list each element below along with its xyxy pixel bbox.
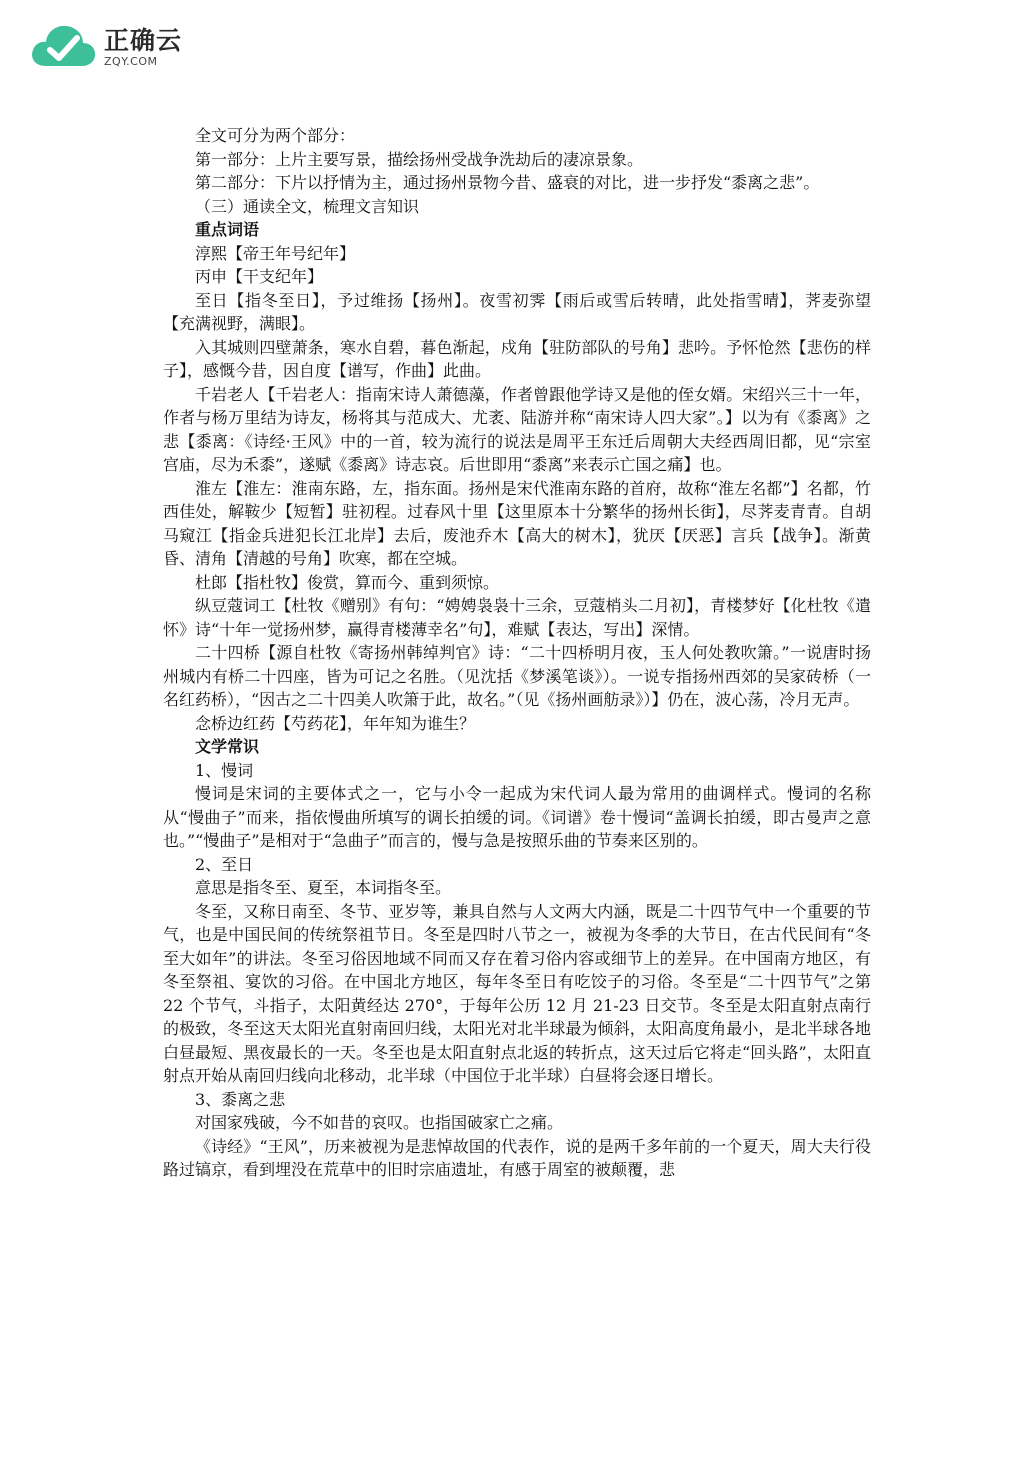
subheading: 3、黍离之悲	[195, 1089, 286, 1109]
paragraph: 淳熙【帝王年号纪年】	[195, 243, 356, 263]
cloud-check-logo-icon	[28, 20, 98, 74]
paragraph: 意思是指冬至、夏至，本词指冬至。	[195, 878, 452, 897]
paragraph: 纵豆蔻词工【杜牧《赠别》有句：“娉娉袅袅十三余，豆蔻梢头二月初】，青楼梦好【化杜牧《遣怀》诗“十年一觉扬州梦，赢得青楼薄幸名”句】，难赋【表达，写出】深情。	[163, 596, 871, 639]
section-heading: （三）通读全文，梳理文言知识	[195, 196, 420, 216]
paragraph: 第二部分：下片以抒情为主，通过扬州景物今昔、盛衰的对比，进一步抒发“黍离之悲”。	[195, 173, 820, 192]
logo	[28, 20, 182, 74]
paragraph: 丙申【干支纪年】	[195, 267, 324, 286]
logo-name: 正确云	[104, 25, 183, 55]
subheading: 2、至日	[195, 854, 254, 874]
paragraph: 冬至，又称日南至、冬节、亚岁等，兼具自然与人文两大内涵，既是二十四节气中一个重要的节气，也是中国民间的传统祭祖节日。冬至是四时八节之一，被视为冬季的大节日，在古代民间有“冬至大如年”的讲法。冬至习俗因地域不同而又存在着习俗内容或细节上的差异。在中国南方地区，有冬至祭祖、宴饮的习俗。在中国北方地区，每年冬至日有吃饺子的习俗。冬至是“二十四节气”之第 22 个节气，斗指子，太阳黄经达 270°，于每年公历 12 月 21-23 日交节。冬至是太阳直射点南行的极致，冬至这天太阳光直射南回归线，太阳光对北半球最为倾斜，太阳高度角最小，是北半球各地白昼最短、黑夜最长的一天。冬至也是太阳直射点北返的转折点，这天过后它将走“回头路”，太阳直射点开始从南回归线向北移动，北半球（中国位于北半球）白昼将会逐日增长。	[163, 901, 871, 1085]
paragraph: 对国家残破，今不如昔的哀叹。也指国破家亡之痛。	[195, 1113, 564, 1132]
paragraph: 杜郎【指杜牧】俊赏，算而今、重到须惊。	[195, 572, 500, 592]
paragraph: 淮左【淮左：淮南东路，左，指东面。扬州是宋代淮南东路的首府，故称“淮左名都”】名都，竹西佳处，解鞍少【短暂】驻初程。过春风十里【这里原本十分繁华的扬州长街】，尽荠麦青青。自胡马窥江【指金兵进犯长江北岸】去后，废池乔木【高大的树木】，犹厌【厌恶】言兵【战争】。渐黄昏、清角【清越的号角】吹寒，都在空城。	[163, 478, 871, 568]
paragraph: 千岩老人【千岩老人：指南宋诗人萧德藻，作者曾跟他学诗又是他的侄女婿。宋绍兴三十一年，作者与杨万里结为诗友，杨将其与范成大、尤袤、陆游并称“南宋诗人四大家”。】以为有《黍离》之悲【黍离：《诗经·王风》中的一首，较为流行的说法是周平王东迁后周朝大夫经西周旧都，见“宗室宫庙，尽为禾黍”，遂赋《黍离》诗志哀。后世即用“黍离”来表示亡国之痛】也。	[163, 384, 871, 474]
paragraph: 《诗经》“王风”，历来被视为是悲悼故国的代表作，说的是两千多年前的一个夏天，周大夫行役路过镐京，看到埋没在荒草中的旧时宗庙遗址，有感于周室的被颠覆，悲	[163, 1136, 871, 1179]
subheading: 1、慢词	[195, 760, 254, 780]
key-words-heading: 重点词语	[195, 220, 260, 239]
paragraph: 全文可分为两个部分：	[195, 126, 356, 145]
literary-knowledge-heading: 文学常识	[195, 737, 260, 756]
paragraph: 第一部分：上片主要写景，描绘扬州受战争洗劫后的凄凉景象。	[195, 149, 644, 169]
paragraph: 念桥边红药【芍药花】，年年知为谁生？	[195, 713, 476, 733]
document-body	[163, 124, 871, 1182]
paragraph: 二十四桥【源自杜牧《寄扬州韩绰判官》诗：“二十四桥明月夜，玉人何处教吹箫。”一说唐时扬州城内有桥二十四座，皆为可记之名胜。（见沈括《梦溪笔谈》）。一说专指扬州西郊的吴家砖桥（一名红药桥），“因古之二十四美人吹箫于此，故名。”（见《扬州画舫录》）】仍在，波心荡，冷月无声。	[163, 643, 871, 709]
paragraph: 入其城则四壁萧条，寒水自碧，暮色渐起，戍角【驻防部队的号角】悲吟。予怀怆然【悲伤的样子】，感慨今昔，因自度【谱写，作曲】此曲。	[163, 337, 871, 380]
paragraph: 至日【指冬至日】，予过维扬【扬州】。夜雪初霁【雨后或雪后转晴，此处指雪晴】，荠麦弥望【充满视野，满眼】。	[163, 290, 871, 333]
paragraph: 慢词是宋词的主要体式之一，它与小令一起成为宋代词人最为常用的曲调样式。慢词的名称从“慢曲子”而来，指依慢曲所填写的调长拍缓的词。《词谱》卷十慢词“盖调长拍缓，即古曼声之意也。”“慢曲子”是相对于“急曲子”而言的，慢与急是按照乐曲的节奏来区别的。	[163, 784, 871, 850]
logo-domain: ZQY.COM	[104, 54, 158, 68]
